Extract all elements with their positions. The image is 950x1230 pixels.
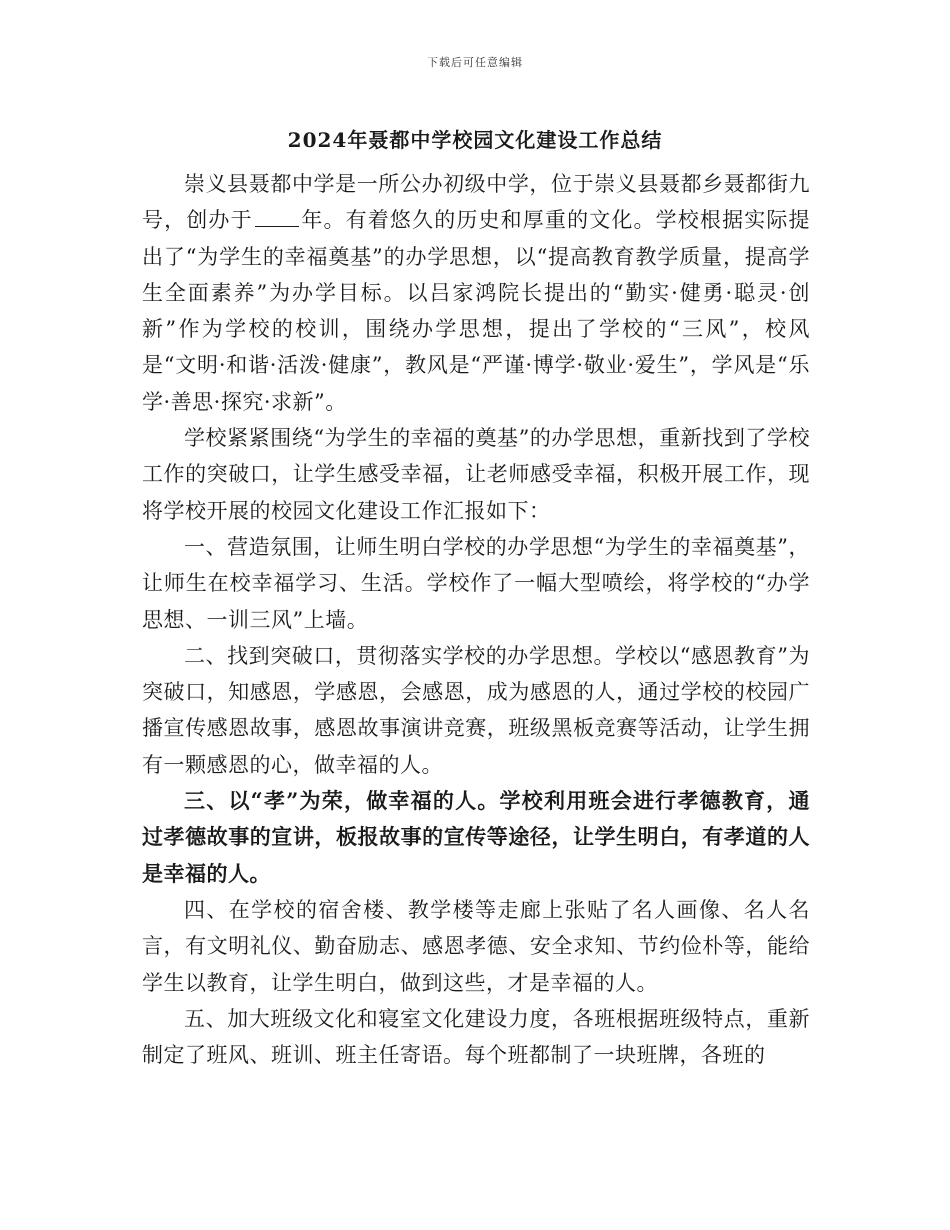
paragraph-intro — [142, 166, 810, 420]
document-body — [142, 166, 810, 1073]
paragraph-item-1: 一、营造氛围，让师生明白学校的办学思想“为学生的幸福奠基”，让师生在校幸福学习、生活。学校作了一幅大型喷绘，将学校的“办学思想、一训三风”上墙。 — [142, 534, 810, 632]
paragraph-item-4: 四、在学校的宿舍楼、教学楼等走廊上张贴了名人画像、名人名言，有文明礼仪、勤奋励志、感恩孝德、安全求知、节约俭朴等，能给学生以教育，让学生明白，做到这些，才是幸福的人。 — [142, 897, 810, 995]
intro-text-start: 崇义县聂都中学是一所公办初级中学，位于崇义县聂都乡聂都街九号，创办于 — [142, 172, 810, 233]
document-title: 2024年聂都中学校园文化建设工作总结 — [287, 128, 663, 152]
header-note: 下载后可任意编辑 — [427, 56, 523, 69]
paragraph-item-5: 五、加大班级文化和寝室文化建设力度，各班根据班级特点，重新制定了班风、班训、班主任寄语。每个班都制了一块班牌，各班的 — [142, 1006, 810, 1068]
intro-text-end: 年。有着悠久的历史和厚重的文化。学校根据实际提出了“为学生的幸福奠基”的办学思想，以“提高教育教学质量，提高学生全面素养”为办学目标。以吕家鸿院长提出的“勤实·健勇·聪灵·创新”作为学校的校训，围绕办学思想，提出了学校的“三风”，校风是“文明·和谐·活泼·健康”，教风是“严谨·博学·敬业·爱生”，学风是“乐学·善思·探究·求新”。 — [142, 208, 811, 414]
paragraph-item-2: 二、找到突破口，贯彻落实学校的办学思想。学校以“感恩教育”为突破口，知感恩，学感恩，会感恩，成为感恩的人，通过学校的校园广播宣传感恩故事，感恩故事演讲竞赛，班级黑板竞赛等活动，让学生拥有一颗感恩的心，做幸福的人。 — [142, 643, 810, 777]
paragraph-item-3: 三、以“孝”为荣，做幸福的人。学校利用班会进行孝德教育，通过孝德故事的宣讲，板报故事的宣传等途径，让学生明白，有孝道的人是幸福的人。 — [142, 788, 810, 886]
paragraph-overview: 学校紧紧围绕“为学生的幸福的奠基”的办学思想，重新找到了学校工作的突破口，让学生感受幸福，让老师感受幸福，积极开展工作，现将学校开展的校园文化建设工作汇报如下： — [142, 426, 810, 523]
blank-year-field — [255, 206, 299, 227]
